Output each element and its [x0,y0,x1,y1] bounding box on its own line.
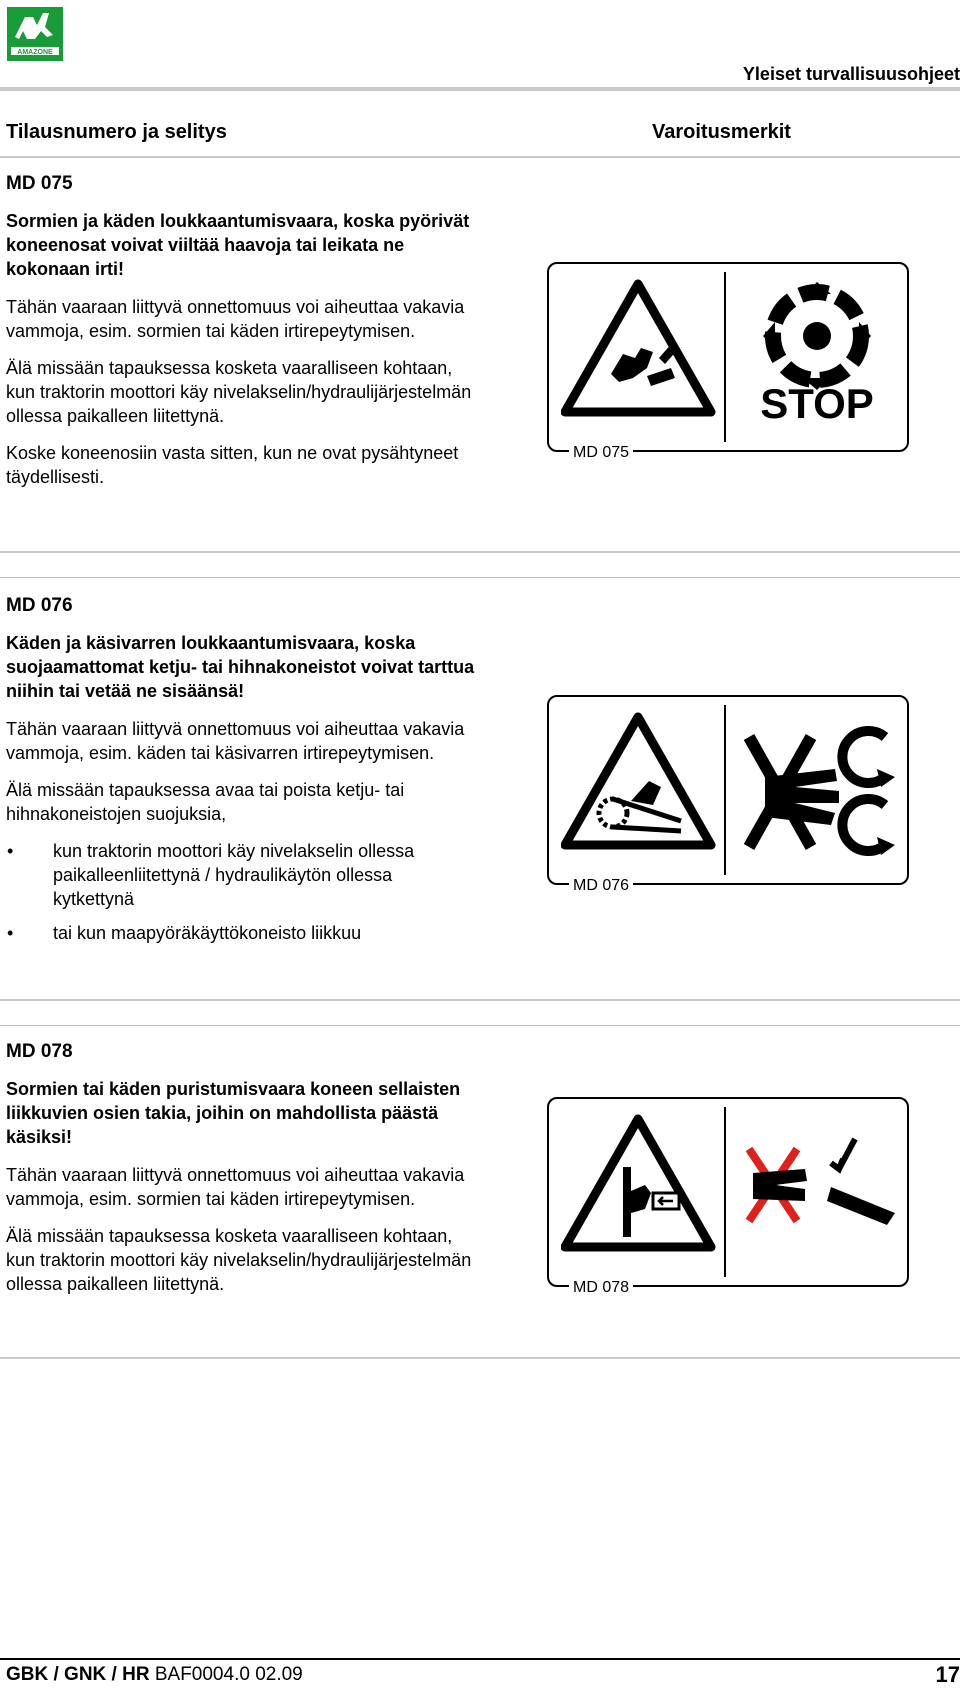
warning-triangle-crush-icon [561,1113,716,1253]
footer-doc: BAF0004.0 [154,1664,250,1685]
section-paragraph: Älä missään tapauksessa kosketa vaaralliseen kohtaan, kun traktorin moottori käy nivelakselin/hydraulijärjestelmän ollessa paikalleen liitettynä. [6,358,472,426]
sign-label: MD 078 [569,1279,633,1297]
warning-sign-md078 [547,1097,909,1296]
stop-text: STOP [760,380,874,424]
logo-text: AMAZONE [17,49,53,56]
section-divider [0,999,960,1001]
section-paragraph: Tähän vaaraan liittyvä onnettomuus voi aiheuttaa vakavia vammoja, esim. sormien tai käden irtirepeytymisen. [6,297,465,341]
section-paragraph: Älä missään tapauksessa kosketa vaaralliseen kohtaan, kun traktorin moottori käy nivelakselin/hydraulijärjestelmän ollessa paikalleen liitettynä. [6,1226,472,1294]
section-md075 [6,172,476,502]
section-lead: Sormien ja käden loukkaantumisvaara, koska pyörivät koneenosat voivat viiltää haavoja tai leikata ne kokonaan irti! [6,211,470,279]
sign-divider [724,705,726,875]
section-code: MD 078 [6,1041,73,1062]
list-item: • tai kun maapyöräkäyttökoneisto liikkuu [6,921,476,945]
section-code: MD 076 [6,595,73,616]
section-md078 [6,1040,476,1309]
column-heading-order-number: Tilausnumero ja selitys [6,121,227,143]
section-paragraph: Tähän vaaraan liittyvä onnettomuus voi aiheuttaa vakavia vammoja, esim. käden tai käsivarren irtirepeytymisen. [6,719,465,763]
section-divider-thin [0,1025,960,1026]
sign-divider [724,272,726,442]
section-paragraph: Älä missään tapauksessa avaa tai poista ketju- tai hihnakoneistojen suojuksia, [6,780,405,824]
section-lead: Käden ja käsivarren loukkaantumisvaara, koska suojaamattomat ketju- tai hihnakoneistot voivat tarttua niihin tai vetää ne sisäänsä! [6,633,475,701]
page-number: 17 [935,1662,960,1687]
warning-triangle-chain-icon [561,711,716,851]
amazone-logo [7,7,63,61]
sign-label: MD 076 [569,877,633,895]
footer-divider [0,1658,960,1660]
header-divider [0,87,960,91]
rotating-blade-stop-icon [735,274,900,424]
bullet-list [6,839,476,945]
warning-sign-md075 [547,262,909,461]
warning-triangle-cut-icon [561,278,716,418]
crossed-hand-pinch-icon [735,1109,900,1259]
sign-label: MD 075 [569,444,633,462]
page-header-title: Yleiset turvallisuusohjeet [742,64,960,84]
logo-icon [7,7,63,61]
section-divider [0,1357,960,1359]
section-code: MD 075 [6,173,73,194]
column-heading-divider [0,156,960,158]
section-divider-thin [0,577,960,578]
sign-divider [724,1107,726,1277]
list-item: • kun traktorin moottori käy nivelakselin ollessa paikalleenliitettynä / hydraulikäytön ollessa kytkettynä [6,839,476,911]
warning-sign-md076 [547,695,909,894]
section-paragraph: Tähän vaaraan liittyvä onnettomuus voi aiheuttaa vakavia vammoja, esim. sormien tai käden irtirepeytymisen. [6,1165,465,1209]
footer-date: 02.09 [255,1664,303,1685]
section-paragraph: Koske koneenosiin vasta sitten, kun ne ovat pysähtyneet täydellisesti. [6,443,459,487]
crossed-hand-rotation-icon [735,707,900,867]
column-heading-warning-signs: Varoitusmerkit [652,121,791,143]
section-md076 [6,594,476,955]
section-divider [0,551,960,553]
section-lead: Sormien tai käden puristumisvaara koneen sellaisten liikkuvien osien takia, joihin on mahdollista päästä käsiksi! [6,1079,461,1147]
footer-models: GBK / GNK / HR [6,1664,150,1685]
